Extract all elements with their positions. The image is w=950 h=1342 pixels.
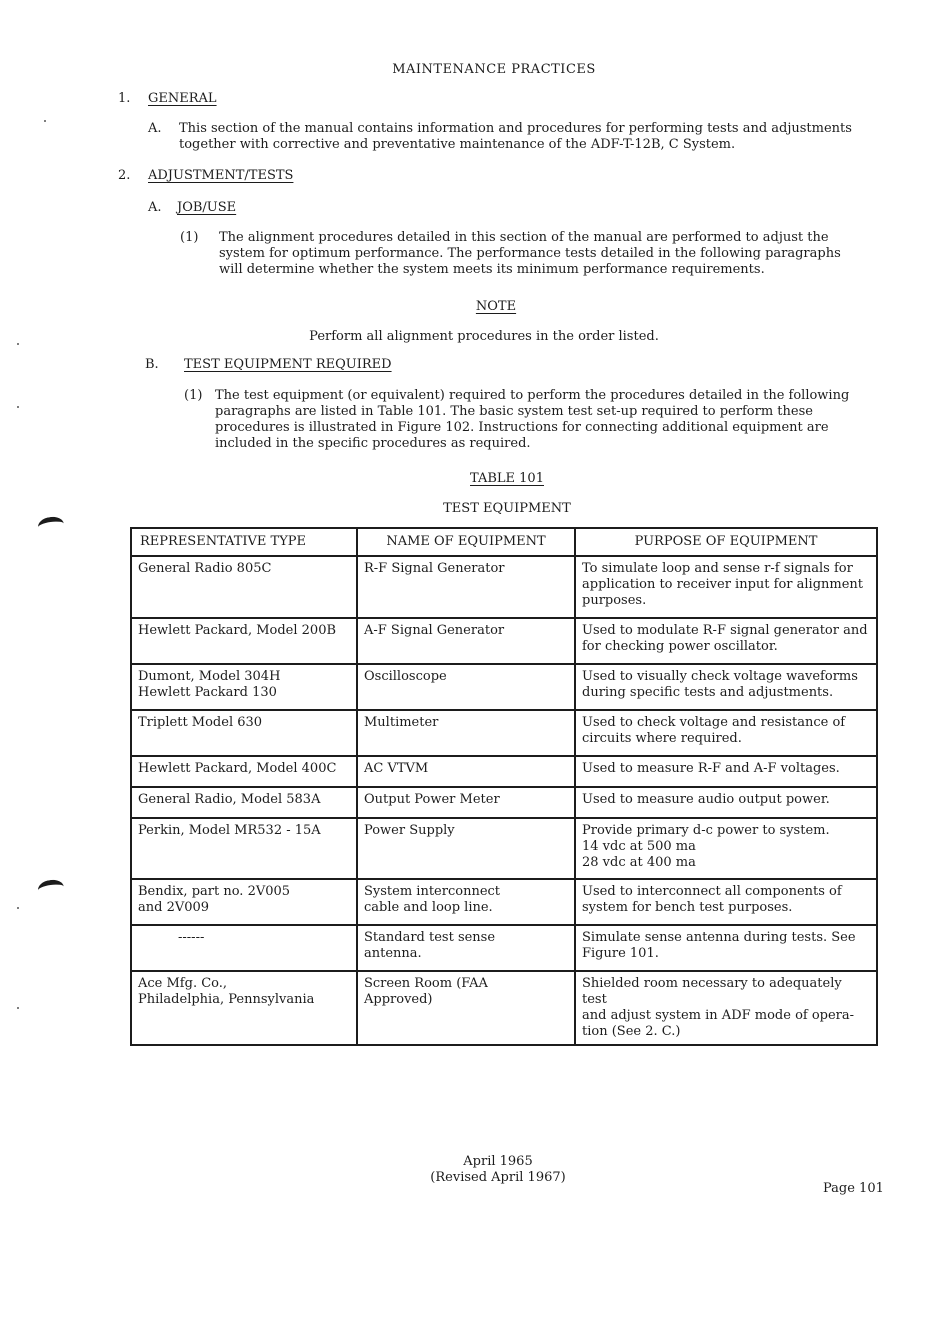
paragraph-line: This section of the manual contains information and procedures for performing tests and adjustments xyxy=(179,121,852,136)
cell-line: and adjust system in ADF mode of opera- xyxy=(582,1008,855,1023)
cell-name xyxy=(357,710,575,756)
table-row xyxy=(131,756,877,787)
cell-type xyxy=(131,556,357,618)
cell-purpose xyxy=(575,618,877,664)
section-2a1-label: (1) xyxy=(180,230,199,245)
cell-purpose xyxy=(575,756,877,787)
cell-purpose xyxy=(575,971,877,1045)
cell-line: Standard test sense xyxy=(364,930,496,945)
column-header-type: REPRESENTATIVE TYPE xyxy=(131,528,357,556)
section-2-number: 2. xyxy=(118,168,131,183)
cell-line: General Radio, Model 583A xyxy=(138,792,321,807)
table-row xyxy=(131,971,877,1045)
cell-line: Hewlett Packard, Model 400C xyxy=(138,761,337,776)
cell-name xyxy=(357,971,575,1045)
cell-line: antenna. xyxy=(364,946,422,961)
cell-line: Approved) xyxy=(364,992,433,1007)
cell-line: Hewlett Packard, Model 200B xyxy=(138,623,337,638)
table-row xyxy=(131,787,877,818)
cell-line: To simulate loop and sense r-f signals for xyxy=(582,561,853,576)
cell-type xyxy=(131,756,357,787)
cell-line: Triplett Model 630 xyxy=(138,715,263,730)
cell-line: purposes. xyxy=(582,593,647,608)
section-2b-heading: TEST EQUIPMENT REQUIRED xyxy=(184,357,392,372)
section-2-heading: ADJUSTMENT/TESTS xyxy=(148,168,294,183)
cell-type xyxy=(131,971,357,1045)
section-1-number: 1. xyxy=(118,91,131,106)
cell-name xyxy=(357,756,575,787)
note-heading: NOTE xyxy=(475,299,517,314)
cell-line: circuits where required. xyxy=(582,731,742,746)
footer-date xyxy=(0,1154,950,1186)
footer-revised-line: (Revised April 1967) xyxy=(430,1170,566,1185)
scan-speck xyxy=(17,1007,19,1009)
section-2b1-paragraph xyxy=(215,388,849,452)
cell-line: Ace Mfg. Co., xyxy=(138,976,228,991)
cell-line: Used to check voltage and resistance of xyxy=(582,715,846,730)
cell-purpose xyxy=(575,664,877,710)
cell-purpose xyxy=(575,818,877,879)
cell-line: Used to modulate R-F signal generator and xyxy=(582,623,868,638)
paragraph-line: The alignment procedures detailed in this section of the manual are performed to adjust the xyxy=(219,230,829,245)
cell-line: Used to interconnect all components of xyxy=(582,884,842,899)
cell-name xyxy=(357,618,575,664)
scan-speck xyxy=(44,120,46,122)
cell-line: Simulate sense antenna during tests. See xyxy=(582,930,856,945)
cell-purpose xyxy=(575,556,877,618)
section-2b-label: B. xyxy=(145,357,159,372)
cell-line: Oscilloscope xyxy=(364,669,447,684)
page-title: MAINTENANCE PRACTICES xyxy=(392,62,596,77)
section-2a1-paragraph xyxy=(219,230,841,278)
cell-type xyxy=(131,879,357,925)
table-header-row xyxy=(131,528,877,556)
cell-line: Used to measure R-F and A-F voltages. xyxy=(582,761,840,776)
table-row xyxy=(131,664,877,710)
cell-line: cable and loop line. xyxy=(364,900,493,915)
table-row xyxy=(131,879,877,925)
cell-line: for checking power oscillator. xyxy=(582,639,778,654)
table-row xyxy=(131,818,877,879)
section-2a-heading: JOB/USE xyxy=(177,200,237,215)
footer-date-line: April 1965 xyxy=(463,1154,533,1169)
cell-line: R-F Signal Generator xyxy=(364,561,505,576)
cell-line: Used to visually check voltage waveforms xyxy=(582,669,858,684)
table-row xyxy=(131,710,877,756)
cell-line: and 2V009 xyxy=(138,900,210,915)
cell-line: Philadelphia, Pennsylvania xyxy=(138,992,315,1007)
cell-purpose xyxy=(575,925,877,971)
cell-line: Output Power Meter xyxy=(364,792,500,807)
equipment-table xyxy=(130,527,878,1046)
paragraph-line: paragraphs are listed in Table 101. The basic system test set-up required to perform these xyxy=(215,404,813,419)
cell-line: AC VTVM xyxy=(364,761,429,776)
cell-purpose xyxy=(575,710,877,756)
cell-line: Dumont, Model 304H xyxy=(138,669,281,684)
table-row xyxy=(131,925,877,971)
cell-line: A-F Signal Generator xyxy=(364,623,505,638)
scan-speck xyxy=(17,343,19,345)
paragraph-line: system for optimum performance. The performance tests detailed in the following paragraphs xyxy=(219,246,841,261)
cell-line: General Radio 805C xyxy=(138,561,272,576)
cell-purpose xyxy=(575,879,877,925)
section-1a-label: A. xyxy=(148,121,162,136)
paragraph-line: together with corrective and preventative maintenance of the ADF-T-12B, C System. xyxy=(179,137,736,152)
cell-line: Power Supply xyxy=(364,823,455,838)
column-header-purpose: PURPOSE OF EQUIPMENT xyxy=(575,528,877,556)
cell-type xyxy=(131,818,357,879)
cell-line: System interconnect xyxy=(364,884,501,899)
cell-line: tion (See 2. C.) xyxy=(582,1024,681,1039)
section-2a-label: A. xyxy=(148,200,162,215)
cell-line: Perkin, Model MR532 - 15A xyxy=(138,823,321,838)
table-row xyxy=(131,556,877,618)
cell-type xyxy=(131,925,357,971)
cell-name xyxy=(357,664,575,710)
cell-line: 14 vdc at 500 ma xyxy=(582,839,696,854)
paragraph-line: procedures is illustrated in Figure 102. Instructions for connecting additional equipment are xyxy=(215,420,829,435)
cell-line: Multimeter xyxy=(364,715,439,730)
page-number: Page 101 xyxy=(823,1181,884,1196)
table-number: TABLE 101 xyxy=(470,471,544,486)
table-title: TEST EQUIPMENT xyxy=(443,501,571,516)
binder-hole-mark xyxy=(37,878,65,898)
cell-line: Screen Room (FAA xyxy=(364,976,488,991)
cell-type xyxy=(131,664,357,710)
table-row xyxy=(131,618,877,664)
column-header-name: NAME OF EQUIPMENT xyxy=(357,528,575,556)
scan-speck xyxy=(17,907,19,909)
cell-line: 28 vdc at 400 ma xyxy=(582,855,696,870)
paragraph-line: included in the specific procedures as required. xyxy=(215,436,531,451)
cell-purpose xyxy=(575,787,877,818)
cell-line: Bendix, part no. 2V005 xyxy=(138,884,291,899)
cell-name xyxy=(357,556,575,618)
cell-name xyxy=(357,787,575,818)
cell-line: application to receiver input for alignment xyxy=(582,577,864,592)
cell-type xyxy=(131,618,357,664)
scan-speck xyxy=(17,406,19,408)
cell-line: Provide primary d-c power to system. xyxy=(582,823,830,838)
note-text: Perform all alignment procedures in the order listed. xyxy=(309,329,659,344)
cell-name xyxy=(357,925,575,971)
section-1a-paragraph xyxy=(179,121,852,153)
cell-line: system for bench test purposes. xyxy=(582,900,793,915)
cell-line: during specific tests and adjustments. xyxy=(582,685,834,700)
cell-line: Hewlett Packard 130 xyxy=(138,685,277,700)
cell-line: ------ xyxy=(178,930,205,945)
cell-name xyxy=(357,879,575,925)
cell-line: Figure 101. xyxy=(582,946,659,961)
table-body xyxy=(131,556,877,1045)
paragraph-line: The test equipment (or equivalent) required to perform the procedures detailed in the following xyxy=(215,388,850,403)
section-1-heading: GENERAL xyxy=(148,91,217,106)
cell-line: Used to measure audio output power. xyxy=(582,792,830,807)
section-2b1-label: (1) xyxy=(184,388,203,403)
cell-type xyxy=(131,710,357,756)
cell-line: Shielded room necessary to adequately test xyxy=(582,976,842,1007)
paragraph-line: will determine whether the system meets its minimum performance requirements. xyxy=(219,262,765,277)
cell-type xyxy=(131,787,357,818)
cell-name xyxy=(357,818,575,879)
binder-hole-mark xyxy=(37,515,65,535)
